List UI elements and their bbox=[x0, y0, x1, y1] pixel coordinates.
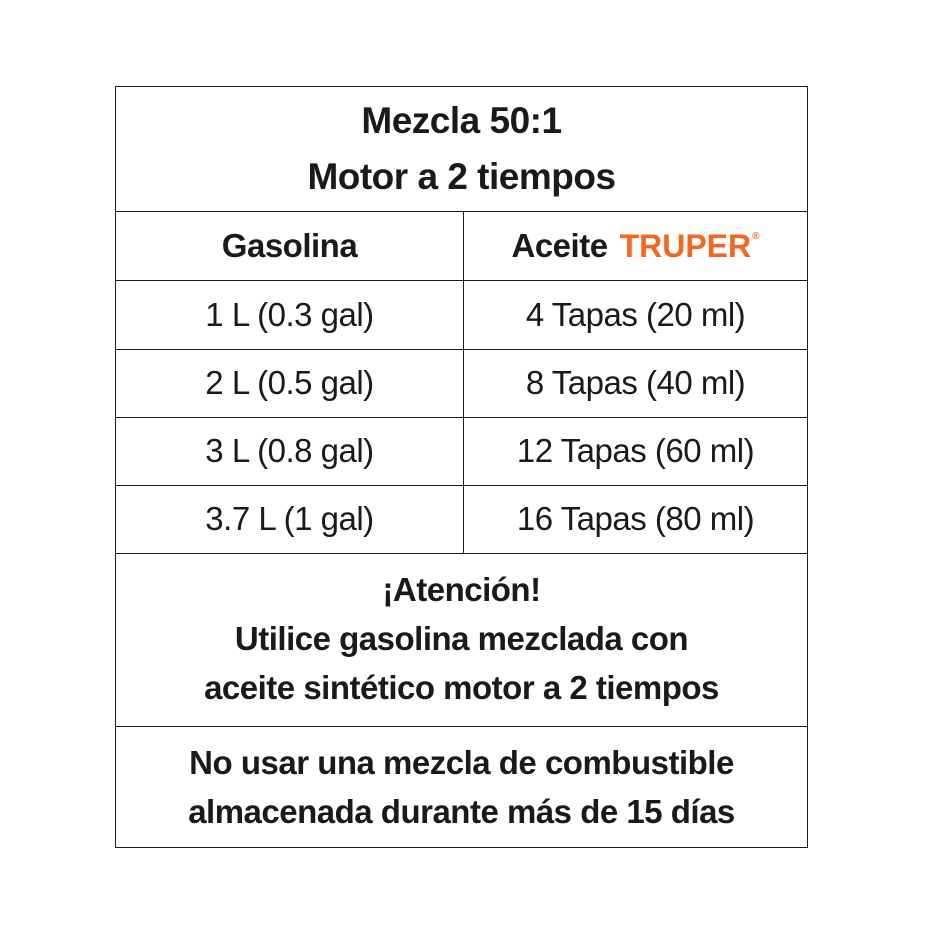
truper-logo-text: TRUPER bbox=[619, 227, 752, 264]
table-title bbox=[116, 87, 807, 212]
gasolina-cell: 3.7 L (1 gal) bbox=[116, 485, 464, 553]
title-motor-type: Motor a 2 tiempos bbox=[307, 156, 616, 197]
gasolina-cell: 2 L (0.5 gal) bbox=[116, 349, 464, 417]
table-row bbox=[116, 281, 807, 350]
aceite-cell: 16 Tapas (80 ml) bbox=[516, 500, 755, 537]
attention-notice bbox=[116, 551, 807, 727]
mix-table-card bbox=[115, 86, 808, 848]
header-aceite bbox=[464, 212, 807, 280]
attention-text-line: Utilice gasolina mezclada con bbox=[234, 620, 689, 657]
table-row bbox=[116, 349, 807, 418]
storage-warning bbox=[116, 727, 807, 847]
aceite-cell: 12 Tapas (60 ml) bbox=[516, 432, 755, 469]
aceite-cell: 8 Tapas (40 ml) bbox=[525, 364, 746, 401]
truper-logo bbox=[620, 228, 760, 265]
registered-mark-icon: ® bbox=[752, 230, 760, 242]
gasolina-cell: 1 L (0.3 gal) bbox=[116, 281, 464, 349]
gasolina-cell: 3 L (0.8 gal) bbox=[116, 417, 464, 485]
aceite-cell: 4 Tapas (20 ml) bbox=[525, 296, 746, 333]
warning-text-line: No usar una mezcla de combustible bbox=[189, 744, 734, 781]
header-aceite-label: Aceite bbox=[511, 227, 608, 264]
table-header-row bbox=[116, 212, 807, 281]
header-gasolina: Gasolina bbox=[116, 212, 464, 280]
attention-heading: ¡Atención! bbox=[382, 571, 541, 608]
title-mix-ratio: Mezcla 50:1 bbox=[361, 100, 562, 141]
table-row bbox=[116, 417, 807, 486]
warning-text-line: almacenada durante más de 15 días bbox=[188, 793, 735, 830]
attention-text-line: aceite sintético motor a 2 tiempos bbox=[204, 669, 719, 706]
table-row bbox=[116, 485, 807, 554]
